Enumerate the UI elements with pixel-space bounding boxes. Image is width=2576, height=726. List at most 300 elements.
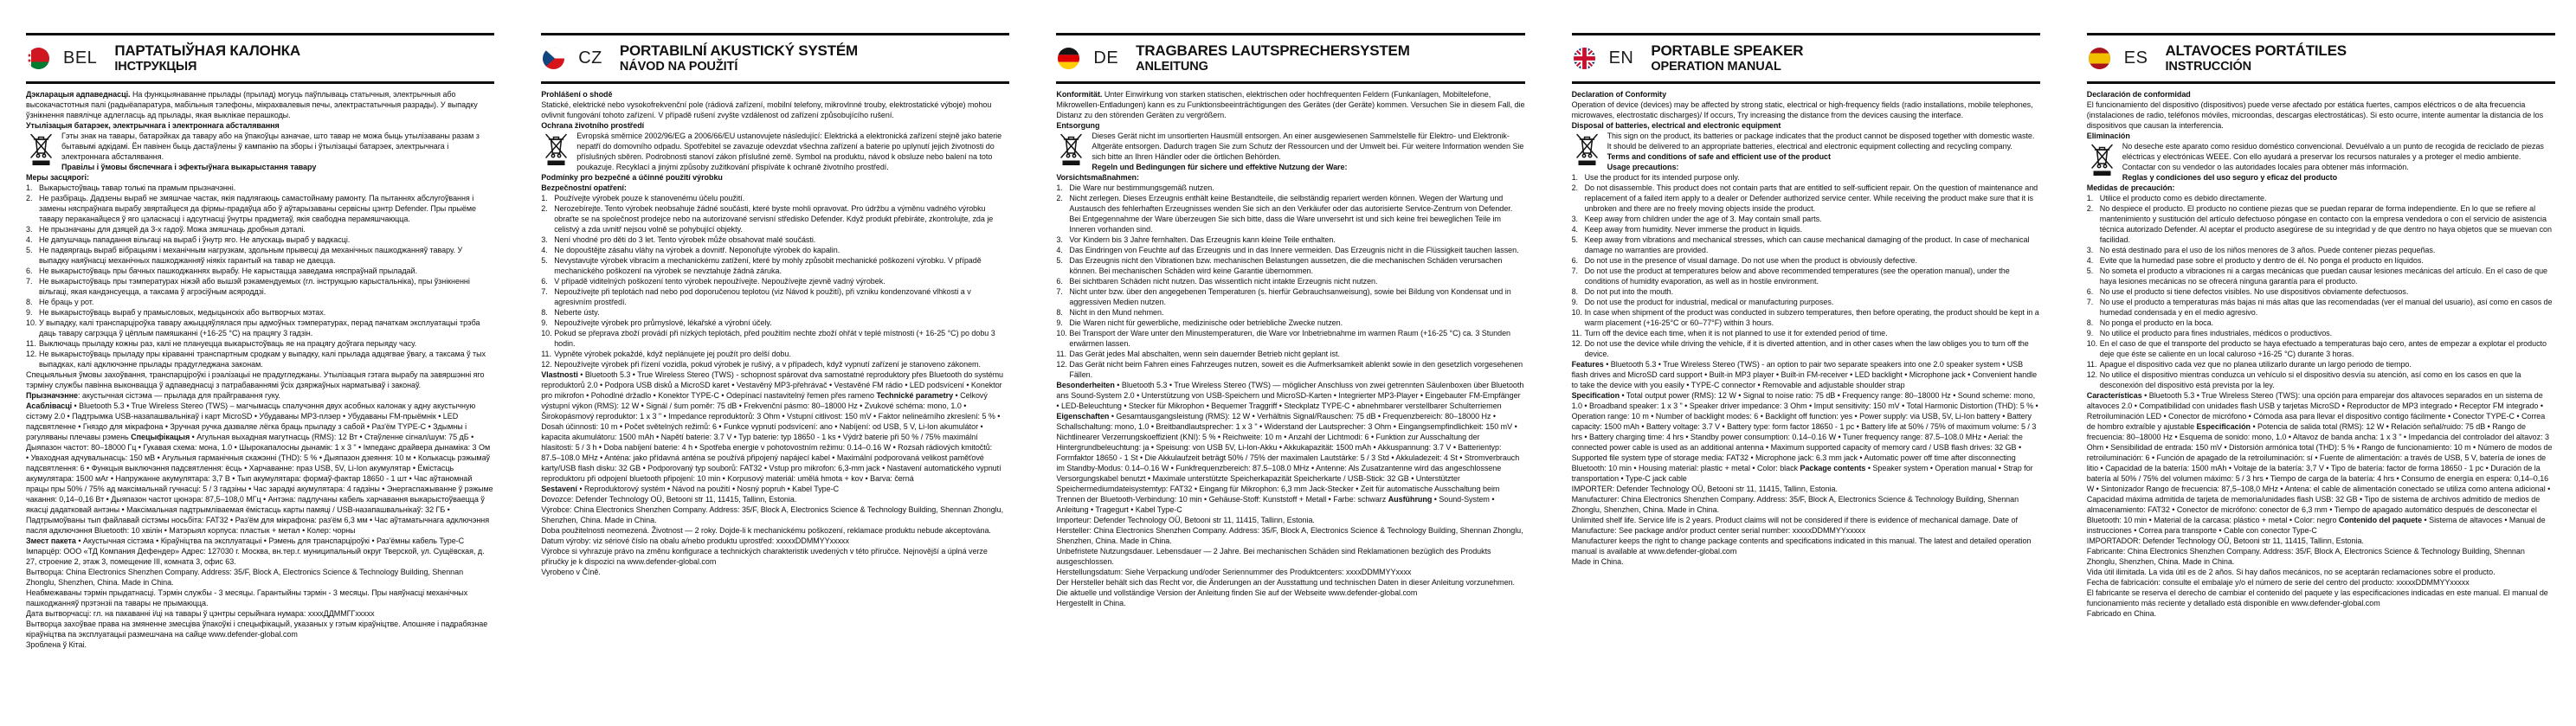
item-number: 9.: [541, 318, 548, 327]
paragraph: [541, 131, 1009, 172]
paragraph-text: • Reproduktorový systém • Návod na použití • Nosný popruh • Kabel Type-C: [576, 484, 840, 493]
column-body: [2087, 84, 2555, 619]
item-text: Die Ware nur bestimmungsgemäß nutzen.: [1069, 183, 1214, 192]
language-code: BEL: [63, 48, 98, 67]
item-number: 9.: [1571, 297, 1578, 306]
inline-heading: Technické parametry: [876, 390, 954, 400]
paragraph-text: Statické, elektrické nebo vysokofrekvenční pole (rádiová zařízení, mobilní telefony, mikrovlnné trouby, elektrostatické výboje) mohou ovlivnit fungování tohoto zařízení. V případě rušení zvyšte vzdálenost od zařízení způsobujícího rušení.: [541, 100, 992, 119]
precaution-item: [1572, 266, 2040, 286]
precaution-item: [1572, 255, 2040, 266]
paragraph: [26, 608, 494, 619]
column-bel: [0, 0, 515, 726]
item-number: 11.: [1571, 328, 1582, 337]
item-text: No someta el producto a vibraciones ni a cargas mecánicas que puedan causar lesiones mecánicas del artículo. En el caso de que haya lesiones mecánicas no se ofrecerá ninguna garantía para el producto.: [2099, 266, 2548, 286]
flag-spain-icon: [2089, 48, 2110, 69]
column-header: [26, 35, 494, 81]
precaution-item: [26, 224, 494, 235]
flag-uk-icon: [1574, 48, 1595, 69]
item-number: 10.: [1571, 307, 1582, 317]
precaution-item: [2087, 193, 2555, 203]
column-body: [1572, 84, 2040, 567]
inline-heading: Ausführung: [1388, 494, 1433, 504]
precaution-item: [26, 235, 494, 245]
inline-heading: Specification: [1571, 390, 1620, 400]
item-text: Vypněte výrobek pokaždé, když neplánujete jej použít pro delší dobu.: [554, 349, 791, 358]
inline-heading: Contenido del paquete: [2338, 515, 2423, 524]
item-number: 3.: [541, 235, 548, 244]
precaution-item: [26, 245, 494, 266]
paragraph-text: • Bluetooth 5.3 • True Wireless Stereo (TWS) — möglicher Anschluss von zwei getrennten Säulenboxen über Bluetooth ans Sound-System 2.0 • Unterstützung von USB-Speichern und MicroSD-Karten • Integrierter MP3-Player • Eingebauter FM-Empfänger • LED-Beleuchtung • Stecker für Mikrophon • Bequemer Traggriff • Steckplatz TYPE-C • abnehmbarer verstellbarer Schulterriemen: [1056, 380, 1524, 410]
item-number: 8.: [2086, 318, 2094, 327]
paragraph-text: Fabricante: China Electronics Shenzhen Company. Address: 35/F, Block A, Electronics Science & Technology Building, Shennan Zhonglu, Shenzhen, China. Made in China.: [2086, 546, 2525, 566]
paragraph: [26, 401, 494, 536]
item-text: No utilice el producto para fines industriales, médicos o productivos.: [2099, 328, 2333, 337]
inline-heading: Змест пакета: [26, 536, 76, 545]
precaution-item: [541, 286, 1009, 307]
page-title: ПАРТАТЫЎНАЯ КАЛОНКА: [114, 42, 300, 59]
weee-crossed-bin-icon: [544, 132, 568, 167]
precaution-item: [541, 276, 1009, 286]
column-de: [1030, 0, 1545, 726]
item-text: Do not put into the mouth.: [1584, 286, 1674, 296]
precaution-item: [541, 359, 1009, 369]
precaution-item: [1572, 183, 2040, 214]
precaution-item: [1572, 172, 2040, 183]
precaution-item: [2087, 359, 2555, 369]
item-text: Die Waren nicht für gewerbliche, medizinische oder betriebliche Zwecke nutzen.: [1069, 318, 1343, 327]
section-heading: Entsorgung: [1056, 120, 1100, 130]
paragraph: [1572, 494, 2040, 515]
paragraph: [541, 494, 1009, 504]
paragraph: [2087, 608, 2555, 619]
item-number: 7.: [26, 276, 33, 286]
inline-heading: Vlastnosti: [541, 369, 578, 379]
inline-heading: Package contents: [1800, 463, 1866, 472]
paragraph-text: • Bluetooth 5.3 • True Wireless Stereo (TWS) - schopnost spárovat dva samostatné reproduktory přes Bluetooth do systému reproduktorů 2.0 • Podpora USB disků a MicroSD karet • Vestavěný MP3-přehrávač • Vestavěné FM rádio • LED podsvícení • Konektor pro mikrofon • Pohodlné držadlo • Konektor TYPE-C • Odepínací nastavitelný řemen přes rameno: [541, 369, 1004, 400]
section-heading: Declaración de conformidad: [2086, 89, 2191, 99]
paragraph: [541, 567, 1009, 577]
section-heading: Usage precautions:: [1607, 162, 1679, 171]
item-number: 2.: [2086, 203, 2094, 213]
precaution-item: [26, 276, 494, 297]
precaution-item: [1056, 318, 1524, 328]
item-number: 9.: [26, 307, 33, 317]
item-text: Не падвяргаць выраб вібрацыям і механічным нагрузкам, здольным прывесці да механічных пашкоджанняў тавару. У выпадку наяўнасці механічных пашкоджанняў ніякіх гарантый на тавар не даецца.: [39, 245, 463, 265]
item-number: 7.: [541, 286, 548, 296]
precaution-item: [541, 203, 1009, 235]
flag-czech-icon: [543, 48, 564, 69]
page-subtitle: INSTRUCCIÓN: [2165, 59, 2252, 74]
item-number: 12.: [541, 359, 552, 369]
item-number: 1.: [541, 193, 548, 202]
paragraph: [1572, 556, 2040, 567]
inline-heading: Konformität.: [1056, 89, 1103, 99]
item-number: 11.: [26, 338, 36, 348]
paragraph-text: This sign on the product, its batteries or package indicates that the product cannot be disposed together with domestic waste. It should be delivered to an appropriate batteries, electrical and electronic equipment collecting and recycling company.: [1607, 131, 2035, 151]
paragraph-text: • Potencia de salida total (RMS): 12 W • Relación señal/ruido: 75 dB • Rango de frecuencia: 80–18000 Hz • Esquema de sonido: mono, 1.0 • Altavoz de banda ancha: 1 x 3 " • Impedancia del controlador del altavoz: 3 Ohm • Sensibilidad de entrada: 150 mV • Distorsión armónica total (THD): 5 % • Rango de funcionamiento: 10 m • Número de modos de retroiluminación: 6 • Función de apagado de la retroiluminación: sí • Fuente de alimentación: a través de USB, 5 V, batería de iones de litio • Capacidad de la batería: 1500 mAh • Voltaje de la batería: 3,7 V • Tipo de batería: factor de forma 18650 - 1 pc • Duración de la batería al 50% / 75% del volumen máximo: 5 / 3 hrs • Tiempo de carga de la batería: 4 hrs • Consumo de energía en espera: 0,14–0,16 W • Sintonizador Rango de frecuencia: 87,5–108,0 MHz • Antena: el cable de alimentación conectado se utiliza como antena adicional • Capacidad máxima admitida de tarjeta de memoria/unidades flash USB: 32 GB • Tipo de sistema de archivos admitido de medios de almacenamiento: FAT32 • Conector de micrófono: conector de 6,3 mm • Tiempo de apagado automático después de desconectar el Bluetooth: 10 min • Material de la carcasa: plástico + metal • Color: negro: [2086, 421, 2553, 524]
paragraph: [2087, 390, 2555, 536]
inline-heading: Асаблівасці: [26, 401, 73, 410]
section-heading: Declaration of Conformity: [1571, 89, 1667, 99]
item-text: Use the product for its intended purpose only.: [1584, 172, 1740, 182]
inline-heading: Besonderheiten: [1056, 380, 1115, 389]
paragraph: [1572, 359, 2040, 390]
item-text: Nicht in den Mund nehmen.: [1069, 307, 1164, 317]
title-block: [620, 42, 858, 74]
item-text: Das Gerät nicht beim Fahren eines Fahrzeuges nutzen, soweit es die Aufmerksamkeit ablenkt sowie in den gesetzlich vorgesehenen Fällen.: [1069, 359, 1523, 379]
precaution-item: [2087, 328, 2555, 338]
paragraph-text: El funcionamiento del dispositivo (dispositivos) puede verse afectado por estática fuertes, campos eléctricos o de alta frecuencia (instalaciones de radio, teléfonos móviles, microondas, descargas electrostáticas). Si esto ocurre, intente aumentar la distancia de los dispositivos que causan la interferencia.: [2086, 100, 2544, 130]
item-text: Evite que la humedad pase sobre el producto y dentro de él. No ponga el producto en líquidos.: [2099, 255, 2424, 265]
paragraph-text: Fabricado en China.: [2086, 608, 2157, 618]
item-number: 7.: [2086, 297, 2094, 306]
section-heading: Правілы і ўмовы бяспечнага і эфектыўнага выкарыстання тавару: [61, 162, 317, 171]
column-es: [2061, 0, 2576, 726]
section-heading: Regeln und Bedingungen für sichere und effektive Nutzung der Ware:: [1092, 162, 1348, 171]
item-text: Keep away from vibrations and mechanical stresses, which can cause mechanical damaging of the product. In case of mechanical damage no warranties are provided.: [1584, 235, 2030, 254]
item-number: 10.: [26, 318, 37, 327]
item-number: 1.: [2086, 193, 2094, 202]
item-number: 4.: [1056, 245, 1063, 254]
item-text: Nicht zerlegen. Dieses Erzeugnis enthält keine Bestandteile, die selbständig repariert werden können. Wegen der Wartung und Austausch des fehlerhaften Erzeugnisses wenden Sie sich an den Verkäufer oder das autorisierte Service-Zentrum von Defender. Bei Entgegennahme der Ware überzeugen Sie sich bitte, dass die Ware unversehrt ist und sich keine frei beweglichen Teile im Inneren vorhanden sind.: [1069, 193, 1513, 234]
precaution-item: [541, 245, 1009, 255]
column-header: [541, 35, 1009, 81]
section-heading: Утылізацыя батарэек, электрычнага і электроннага абсталявання: [26, 120, 280, 130]
item-text: Turn off the device each time, when it is not planned to use it for extended period of time.: [1584, 328, 1888, 337]
item-number: 7.: [1056, 286, 1063, 296]
precaution-item: [26, 183, 494, 193]
precaution-item: [1056, 307, 1524, 318]
inline-heading: Sestavení: [541, 484, 577, 493]
paragraph-text: Unlimited shelf life. Service life is 2 years. Product claims will not be considered if there is evidence of mechanical damage. Date of Manufacture: See package and/or product center serial number: xxxxxDDMMYYxxxxx: [1571, 515, 2018, 535]
precaution-item: [541, 235, 1009, 245]
inline-heading: Прызначэнне: [26, 390, 78, 400]
item-text: No ponga el producto en la boca.: [2099, 318, 2214, 327]
item-number: 5.: [1056, 255, 1063, 265]
paragraph-text: Спецыяльныя ўмовы захоўвання, транспарціроўкі і рэалізацыі не прадугледжаны. Утылізацыя гэтага вырабу па завяршэнні яго тэрміну службы павінна выконвацца ў адпаведнасці з патрабаваннямі ўсіх дзяржаўных нарматываў і законаў.: [26, 369, 485, 389]
paragraph-text: Manufacturer keeps the right to change package contents and specifications indicated in this manual. The latest and detailed operation manual is available at www.defender-global.com: [1571, 536, 2032, 556]
paragraph-text: • Bluetooth 5.3 • True Wireless Stereo (TWS) - an option to pair two separate speakers into one 2.0 speaker system • USB flash drives and MicroSD card support • Built-in MP3 player • Built-in FM-receiver • LED backlight • Microphone jack • Convenient handle to take the device with you easily • TYPE-C connector • Removable and adjustable shoulder strap: [1571, 359, 2038, 389]
precaution-item: [26, 266, 494, 276]
paragraph: [26, 546, 494, 567]
paragraph-text: • Total output power (RMS): 12 W • Signal to noise ratio: 75 dB • Frequency range: 80–18000 Hz • Sound scheme: mono, 1.0 • Broadband speaker: 1 x 3 " • Speaker driver impedance: 3 Ohm • Imput sensitivity: 150 mV • Total Harmonic Distortion (THD): 5 % • Operation range: 10 m • Number of backlight modes: 6 • Backlight off function: yes • Power supply: via USB, 5V, Li-Ion battery • Battery capacity: 1500 mAh • Battery voltage: 3.7 V • Battery type: form factor 18650 - 1 pc • Battery life at 50% / 75% of maximum volume: 5 / 3 hrs • Battery charging time: 4 hrs • Standby power consumption: 0.14–0.16 W • Tuner frequency range: 87.5–108.0 MHz • Aerial: the connected power cable is used as an additional antenna • Maximum supported capacity of memory card / USB flash drives: 32 GB • Supported file system type of storage media: FAT32 • Microphone jack: 6.3 mm jack • Automatic power off time after disconnecting Bluetooth: 10 min • Housing material: plastic + metal • Color: black: [1571, 390, 2038, 472]
page-subtitle: ANLEITUNG: [1136, 59, 1208, 74]
paragraph-text: • Sound-System • Anleitung • Tragegurt • Kabel Type-C: [1056, 494, 1495, 514]
column-body: [26, 84, 494, 650]
precaution-item: [541, 255, 1009, 276]
precaution-item: [1572, 286, 2040, 297]
item-text: No use el producto si tiene defectos visibles. No use dispositivos obviamente defectuosos.: [2099, 286, 2409, 296]
item-text: Apague el dispositivo cada vez que no planea utilizarlo durante un largo periodo de tiempo.: [2099, 359, 2412, 369]
paragraph: [1056, 380, 1524, 411]
paragraph: [2087, 100, 2555, 131]
section-heading: Disposal of batteries, electrical and electronic equipment: [1571, 120, 1781, 130]
paragraph-text: Гэты знак на тавары, батарэйках да тавару або на ўпакоўцы азначае, што тавар не можа быць утылізаваны разам з бытавымі адкідамі. Ён павінен быць дастаўлены ў кампанію па зборы і ўтылізацыі батарэек, электрычнага і электроннага абсталявання.: [61, 131, 480, 161]
precaution-item: [1056, 286, 1524, 307]
item-number: 10.: [1056, 328, 1067, 337]
item-number: 11.: [541, 349, 551, 358]
item-text: Das Gerät jedes Mal abschalten, wenn sein dauernder Betrieb nicht geplant ist.: [1069, 349, 1340, 358]
item-number: 12.: [2086, 369, 2098, 379]
item-number: 6.: [1056, 276, 1063, 286]
paragraph: [1056, 598, 1524, 608]
paragraph-text: Výrobce: China Electronics Shenzhen Company. Address: 35/F, Block A, Electronics Science & Technology Building, Shennan Zhonglu, Shenzhen, China. Made in China.: [541, 504, 1004, 524]
item-number: 10.: [2086, 338, 2098, 348]
precaution-item: [26, 193, 494, 224]
precaution-item: [2087, 369, 2555, 390]
paragraph: [1056, 577, 1524, 598]
paragraph-text: Vyrobeno v Číně.: [541, 567, 601, 576]
paragraph: [541, 369, 1009, 484]
paragraph-text: Вытворца захоўвае права на змяненне змесціва ўпакоўкі і спецыфікацый, указаных у гэтым кіраўніцтве. Апошняе і падрабязнае кіраўніцтва па эксплуатацыі размешчана на сайце www.defender-global.com: [26, 619, 488, 639]
weee-crossed-bin-icon: [1575, 132, 1599, 167]
column-header: [2087, 35, 2555, 81]
item-text: Не дапушчаць пападання вільгаці на выраб і ўнутр яго. Не апускаць выраб у вадкасці.: [39, 235, 351, 244]
item-number: 5.: [2086, 266, 2094, 275]
item-text: In case when shipment of the product was conducted in subzero temperatures, then before operating, the product should be kept in a warm placement (+16-25°C or 60–77°F) within 3 hours.: [1584, 307, 2039, 327]
precaution-item: [1056, 183, 1524, 193]
inline-heading: Características: [2086, 390, 2142, 400]
column-body: [1056, 84, 1524, 608]
precaution-item: [1572, 328, 2040, 338]
precaution-item: [541, 193, 1009, 203]
page-title: PORTABILNÍ AKUSTICKÝ SYSTÉM: [619, 42, 858, 59]
paragraph-text: Dovozce: Defender Technology OÜ, Betooni str 11, 11415, Tallinn, Estonia.: [541, 494, 797, 504]
item-text: Выключаць прыладу кожны раз, калі не плануецца выкарыстоўваць яе на працягу доўгага перыяду часу.: [39, 338, 417, 348]
item-number: 12.: [1571, 338, 1582, 348]
item-text: Nepoužívejte výrobek při řízení vozidla, pokud výrobek je rušivý, a v případech, když vypnutí zařízení je stanoveno zákonem.: [554, 359, 981, 369]
precaution-item: [1056, 349, 1524, 359]
column-body: [541, 84, 1009, 577]
paragraph-text: Hersteller: China Electronics Shenzhen Company. Address: 35/F, Block A, Electronics Science & Technology Building, Shennan Zhonglu, Shenzhen, China. Made in China.: [1056, 525, 1523, 545]
weee-crossed-bin-icon: [2090, 143, 2114, 177]
precaution-item: [1056, 235, 1524, 245]
paragraph-text: • Bluetooth 5.3 • True Wireless Stereo (TWS) – магчымасць спалучэння двух асобных калонак у адну акустычную сістэму 2.0 • Падтрымка USB-назапашвальнікаў і карт MicroSD • Убудаваны MP3-плэер • Убудаваны FM-прыёмнік • LED падсвятленне • Гняздо для мікрафона • Зручная ручка дазваляе лёгка браць прыладу з сабой • Раз'ём TYPE-C • Здымны і рэгуляваны плечавы рэмень: [26, 401, 476, 441]
title-block: [1136, 42, 1409, 74]
item-number: 2.: [541, 203, 548, 213]
paragraph-text: No deseche este aparato como residuo doméstico convencional. Devuélvalo a un punto de recogida de reciclado de piezas eléctricas y electrónicas WEEE. Con ello ayudará a preservar los recursos naturales y a proteger el medio ambiente. Contactar con su vendedor o las autoridades locales para obtener más información.: [2122, 141, 2544, 171]
paragraph: [26, 619, 494, 639]
paragraph: [541, 484, 1009, 494]
item-number: 8.: [1056, 307, 1063, 317]
item-text: Do not use the product for industrial, medical or manufacturing purposes.: [1584, 297, 1834, 306]
item-number: 12.: [1056, 359, 1067, 369]
precaution-item: [1572, 307, 2040, 328]
precaution-item: [1572, 338, 2040, 359]
paragraph: [1056, 525, 1524, 546]
precaution-item: [1056, 245, 1524, 255]
item-text: Bei Transport der Ware unter den Minustemperaturen, die Ware vor Inbetriebnahme im warmen Raum (+16-25 °C) ca. 3 Stunden erwärmen lassen.: [1069, 328, 1510, 348]
paragraph-text: Herstellungsdatum: Siehe Verpackung und/oder Seriennummer des Produktcenters: xxxxDDMMYYxxxx: [1056, 567, 1412, 576]
paragraph: [1056, 411, 1524, 515]
item-text: У выпадку, калі транспарціроўка тавару ажыццяўлялася пры адмоўных тэмпературах, перад пачаткам эксплуатацыі трэба даць тавару сагрэцца ў цёплым памяшканні (+16-25 °С) на працягу 3 гадзін.: [39, 318, 480, 337]
paragraph: [1572, 536, 2040, 556]
page-title: TRAGBARES LAUTSPRECHERSYSTEM: [1136, 42, 1410, 59]
item-number: 6.: [26, 266, 33, 275]
paragraph: [2087, 588, 2555, 608]
section-heading: Reglas y condiciones del uso seguro y eficaz del producto: [2122, 172, 2338, 182]
paragraph-text: • Bluetooth 5.3 • True Wireless Stereo (TWS): una opción para emparejar dos altavoces separados en un sistema de altavoces 2.0 • Compatibilidad con unidades flash USB y tarjetas MicroSD • Reproductor de MP3 integrado • Receptor FM integrado • Retroiluminación LED • Conector de micrófono • Cómoda asa para llevar el dispositivo contigo fácilmente • Conector TYPE-C • Correa de hombro extraíble y ajustable: [2086, 390, 2546, 431]
item-text: Bei sichtbaren Schäden nicht nutzen. Das wissentlich nicht intakte Erzeugnis nicht nutzen.: [1069, 276, 1378, 286]
page-subtitle: NÁVOD NA POUŽITÍ: [619, 59, 738, 74]
item-number: 8.: [26, 297, 33, 306]
inline-heading: Дэкларацыя адпаведнасці.: [26, 89, 131, 99]
item-text: Používejte výrobek pouze k stanovenému účelu použití.: [554, 193, 745, 202]
paragraph-text: Unbefristete Nutzungsdauer. Lebensdauer — 2 Jahre. Bei mechanischen Schäden sind Reklamationen bezüglich des Produkts ausgeschlossen.: [1056, 546, 1491, 566]
section-heading: Prohlášení o shodě: [541, 89, 613, 99]
paragraph-text: Vida útil ilimitada. La vida útil es de 2 años. Si hay daños mecánicos, no se aceptarán reclamaciones sobre el producto.: [2086, 567, 2496, 576]
paragraph: [1056, 515, 1524, 525]
section-heading: Ochrana životního prostředí: [541, 120, 645, 130]
item-number: 1.: [1571, 172, 1578, 182]
language-code: EN: [1608, 48, 1634, 67]
section-heading: Eliminación: [2086, 131, 2130, 140]
precaution-item: [2087, 266, 2555, 286]
item-text: Не выкарыстоўваць прыладу пры кіраванні транспартным сродкам у выпадку, калі прылада адцягвае ўвагу, а таксама ў тых выпадках, калі адключэнне прылады прадугледжана законам.: [39, 349, 486, 369]
item-number: 8.: [541, 307, 548, 317]
paragraph: [1056, 546, 1524, 567]
item-number: 3.: [1056, 235, 1063, 244]
item-number: 8.: [1571, 286, 1578, 296]
title-block: [114, 42, 300, 74]
paragraph-text: На функцыянаванне прылады (прылад) могуць паўплываць статычныя, электрычныя або высокачастотныя палі (радыёапаратура, мабільныя тэлефоны, мікрахвалевыя печы, электрастатычныя разрады). У выпадку ўзнікнення павялічце адлегласць ад прылады, якая выклікае перашкоды.: [26, 89, 478, 119]
section-heading: Medidas de precaución:: [2086, 183, 2175, 192]
item-text: Do not disassemble. This product does not contain parts that are entitled to self-sufficient repair. On the question of maintenance and replacement of a failed item apply to a dealer or Defender authorized service center. While receiving the product make sure that it is unbroken and there are no freely moving objects inside the product.: [1584, 183, 2038, 213]
item-number: 2.: [1571, 183, 1578, 192]
item-number: 9.: [2086, 328, 2094, 337]
column-header: [1572, 35, 2040, 81]
item-number: 12.: [26, 349, 37, 358]
item-number: 10.: [541, 328, 552, 337]
weee-crossed-bin-icon: [1059, 132, 1083, 167]
paragraph-text: Дата вытворчасці: гл. на пакаванні і/ці на тавары ў цэнтры серыйнага нумара: xxxxДДММГГxxxxx: [26, 608, 375, 618]
section-heading: Bezpečnostní opatření:: [541, 183, 627, 192]
item-text: No está destinado para el uso de los niños menores de 3 años. Puede contener piezas pequeñas.: [2099, 245, 2436, 254]
paragraph-text: Unter Einwirkung von starken statischen, elektrischen oder hochfrequenten Feldern (Funkanlagen, Mobiltelefone, Mikrowellen-Entladungen) kann es zu Funktionsbeeinträchtigungen des Gerätes (der Geräte) kommen. Versuchen Sie in diesem Fall, die Distanz zu den störenden Geräten zu vergrößern.: [1056, 89, 1525, 119]
paragraph: [26, 369, 494, 390]
item-text: Nicht unter bzw. über den angegebenen Temperaturen (s. hierfür Gebrauchsanweisung), sowie bei Bildung von Kondensat und in aggressiven Medien nutzen.: [1069, 286, 1511, 306]
item-number: 3.: [26, 224, 33, 234]
item-number: 4.: [2086, 255, 2094, 265]
paragraph-text: : акустычная сістэма — прылада для прайгравання гуку.: [77, 390, 280, 400]
precaution-item: [2087, 245, 2555, 255]
paragraph-text: • Агульная выхадная магутнасць (RMS): 12 Вт • Стаўленне сігнал/шум: 75 дБ • Дыяпазон частот: 80–18000 Гц • Гукавая схема: мона, 1.0 • Шырокапалосны дынамік: 1 x 3 " • Імпеданс драйвера дынаміка: 3 Ом • Уваходная адчувальнасць: 150 мВ • Агульныя гарманічныя скажэнні (THD): 5 % • Дыяпазон дзеяння: 10 м • Колькасць рэжымаў падсвятлення: 6 • Функцыя выключэння падсвятлення: ёсць • Харчаванне: праз USB, 5V, Li-Ion акумулятар • Ёмістасць акумулятара: 1500 мАг • Напружанне акумулятара: 3,7 В • Тып акумулятара: формаў-фактар 18650 - 1 шт • Час аўтаномнай працы пры 50% / 75% ад максімальнай гучнасці: 5 / 3 гадзіны • Час зарадкі акумулятара: 4 гадзіны • Энергаспажыванне ў рэжыме чакання: 0,14–0,16 Вт • Дыяпазон частот цюнэра: 87,5–108,0 МГц • Антэна: падлучаны кабель харчавання выкарыстоўваецца ў якасці дадатковай антэны • Максімальная падтрымліваемая ёмістасць карты памяці / USB-назапашвальнікаў: 32 ГБ • Падтрымоўваны тып файлавай сістэмы носьбіта: FAT32 • Раз'ём для мікрафона: раз'ём 6,3 мм • Час аўтаматычнага адключэння пасля адключэння Bluetooth: 10 хвілін • Матэрыял корпуса: пластык + метал • Колер: чорны: [26, 432, 493, 535]
precaution-item: [2087, 203, 2555, 245]
precaution-item: [26, 349, 494, 369]
paragraph: [541, 525, 1009, 546]
page-subtitle: ІНСТРУКЦЫЯ: [114, 59, 197, 74]
item-text: Nevystavujte výrobek vibracím a mechanickému zatížení, které by mohly způsobit mechanické poškození výrobku. V případě mechanického poškození na výrobek se nevztahuje žádná záruka.: [554, 255, 982, 275]
paragraph-text: Hergestellt in China.: [1056, 598, 1126, 607]
paragraph: [26, 89, 494, 120]
paragraph-text: Fecha de fabricación: consulte el embalaje y/o el número de serie del centro del producto: xxxxxDDMMYYxxxxx: [2086, 577, 2470, 587]
item-number: 3.: [2086, 245, 2094, 254]
inline-heading: Features: [1571, 359, 1604, 369]
precaution-item: [1056, 193, 1524, 235]
column-header: [1056, 35, 1524, 81]
item-number: 3.: [1571, 214, 1578, 223]
paragraph-text: Importeur: Defender Technology OÜ, Betooni str 11, 11415, Tallinn, Estonia.: [1056, 515, 1315, 524]
item-text: Není vhodné pro děti do 3 let. Tento výrobek může obsahovat malé součásti.: [554, 235, 816, 244]
item-text: Do not use in the presence of visual damage. Do not use when the product is obviously defective.: [1584, 255, 1917, 265]
item-number: 4.: [1571, 224, 1578, 234]
paragraph-text: Manufacturer: China Electronics Shenzhen Company. Address: 35/F, Block A, Electronics Science & Technology Building, Shennan Zhonglu, Shenzhen, China. Made in China.: [1571, 494, 2019, 514]
item-text: Das Eindringen von Feuchte auf das Erzeugnis und in das Innere vermeiden. Das Erzeugnis nicht in die Flüssigkeit tauchen lassen.: [1069, 245, 1519, 254]
item-text: Keep away from children under the age of 3. May contain small parts.: [1584, 214, 1822, 223]
item-text: Выкарыстоўваць тавар толькі па прамым прызначэнні.: [39, 183, 236, 192]
item-text: Utilice el producto como es debido directamente.: [2099, 193, 2267, 202]
item-text: Do not use the product at temperatures below and above recommended temperatures (see the operation manual), under the conditions of humidity evaporation, as well as in hostile environment.: [1584, 266, 2010, 286]
precaution-item: [2087, 255, 2555, 266]
precaution-item: [2087, 338, 2555, 359]
precaution-item: [541, 349, 1009, 359]
precaution-item: [1572, 235, 2040, 255]
paragraph: [541, 546, 1009, 567]
page-subtitle: OPERATION MANUAL: [1651, 59, 1781, 74]
paragraph: [1572, 100, 2040, 120]
item-number: 6.: [541, 276, 548, 286]
precaution-item: [26, 297, 494, 307]
precaution-item: [541, 318, 1009, 328]
paragraph-text: • Gesamtausgangsleistung (RMS): 12 W • Verhältnis Signal/Rauschen: 75 dB • Frequenzbereich: 80–18000 Hz • Schallschaltung: mono, 1.0 • Breitbandlautsprecher: 1 x 3 " • Widerstand der Lautsprecher: 3 Ohm • Eingangsempfindlichkeit: 150 mV • Nichtlinearer Verzerrungskoeffizient (KNI): 5 % • Reichweite: 10 m • Anzahl der Lichtmodi: 6 • Funktion zur Ausschaltung der Hintergrundbeleuchtung: ja • Speisung: von USB 5V, Li-Ion-Akku • Akkukapazität: 1500 mAh • Akkuspannung: 3.7 V • Batterientyp: Formfaktor 18650 - 1 St • Die Akkulaufzeit beträgt 50% / 75% der maximalen Lautstärke: 5 / 3 Std • Akkuladezeit: 4 St • Stromverbrauch im Standby-Modus: 0.14–0.16 W • Funkfrequenzbereich: 87.5–108.0 MHz • Antenne: Als Zusatzantenne wird das angeschlossene Versorgungskabel benutzt • Maximale unterstützte Speicherkapazität Speicherkarte / USB-Stick: 32 GB • Unterstützter Speichermediumdateisystemtyp: FAT32 • Eingang für Mikrophon: 6,3 mm Jack-Stecker • Zeit für automatische Ausschaltung beim Trennen der Bluetooth-Verbindung: 10 min • Gehäuse-Stoff: Kunststoff + Metall • Farbe: schwarz: [1056, 411, 1520, 504]
paragraph-text: Výrobce si vyhrazuje právo na změnu konfigurace a technických charakteristik uvedených v této příručce. Nejnovější a úplná verze příručky je k dispozici na www.defender-global.com: [541, 546, 988, 566]
inline-heading: Спецыфікацыя: [131, 432, 190, 441]
title-block: [2165, 42, 2346, 74]
paragraph-text: Doba použitelnosti neomezená. Životnost — 2 roky. Dojde-li k mechanickému poškození, reklamace produktu nebude akceptována. Datum výroby: viz sériové číslo na obalu a/nebo produktu uprostřed: xxxxxDDMMYYxxxxx: [541, 525, 991, 545]
paragraph: [1572, 131, 2040, 151]
item-text: Nepoužívejte výrobek pro průmyslové, lékařské a výrobní účely.: [554, 318, 772, 327]
precaution-item: [26, 338, 494, 349]
paragraph: [1056, 89, 1524, 120]
inline-heading: Eigenschaften: [1056, 411, 1110, 421]
item-text: Ne dopouštějte zásahu vláhy na výrobek a dovnitř. Neponořujte výrobek do kapalin.: [554, 245, 840, 254]
paragraph: [1572, 390, 2040, 484]
precaution-item: [1572, 297, 2040, 307]
item-text: Vor Kindern bis 3 Jahre fernhalten. Das Erzeugnis kann kleine Teile enthalten.: [1069, 235, 1336, 244]
item-number: 7.: [1571, 266, 1578, 275]
item-text: Das Erzeugnis nicht den Vibrationen bzw. mechanischen Belastungen aussetzen, die die mechanischen Schäden verursachen können. Bei mechanischen Schäden wird keine Garantie übernommen.: [1069, 255, 1503, 275]
paragraph-text: IMPORTADOR: Defender Technology OÜ, Betooni str 11, 11415, Tallinn, Estonia.: [2086, 536, 2364, 545]
section-heading: Меры засцярогі:: [26, 172, 89, 182]
item-number: 11.: [1056, 349, 1067, 358]
item-text: No use el producto a temperaturas más bajas ni más altas que las recomendadas (ver el manual del usuario), así como en casos de humedad condensada y en el medio agresivo.: [2099, 297, 2553, 317]
language-code: CZ: [578, 48, 602, 67]
paragraph-text: • Celkový výstupní výkon (RMS): 12 W • Signál / šum poměr: 75 dB • Frekvenční pásmo: 80–18000 Hz • Zvukové schéma: mono, 1.0 • Širokopásmový reproduktor: 1 x 3 " • Impedance reproduktorů: 3 Ohm • Vstupní citlivost: 150 mV • Faktor nelineárního zkreslení: 5 % • Dosah účinnosti: 10 m • Počet světelných režimů: 6 • Funkce vypnutí podsvícení: ano • Nabíjení: od USB, 5 V, Li-Ion akumulátor • kapacita akumulátoru: 1500 mAh • Napětí baterie: 3.7 V • Typ baterie: typ 18650 - 1 ks • Výdrž baterie při 50 % / 75% maximální hlasitosti: 5 / 3 h • Doba nabíjení baterie: 4 h • Spotřeba energie v pohotovostním režimu: 0.14–0.16 W • Rozsah rádiových kmitočtů: 87.5–108.0 MHz • Anténa: jako přídavná anténa se používá připojený napájecí kabel • Maximální podporovaná velikost paměťové karty/USB flash disku: 32 GB • Podporovaný typ souborů: FAT32 • Vstup pro mikrofon: 6,3-mm jack • Nastavení automatického vypnutí reproduktoru při odpojení bluetooth připojení: 10 min • Korpusový materiál: umělá hmota + kov • Barva: černá: [541, 390, 1001, 483]
paragraph: [26, 390, 494, 401]
paragraph: [2087, 567, 2555, 577]
paragraph-text: Dieses Gerät nicht im unsortierten Hausmüll entsorgen. An einer ausgewiesenen Sammelstelle für Elektro- und Elektronik-Altgeräte entsorgen. Dadurch tragen Sie zum Schutz der Ressourcen und der Umwelt bei. Für weitere Information wenden Sie sich bitte an Ihren Händler oder die örtlichen Behörden.: [1092, 131, 1524, 161]
item-number: 5.: [541, 255, 548, 265]
item-number: 4.: [26, 235, 33, 244]
precaution-item: [1056, 328, 1524, 349]
precaution-item: [541, 328, 1009, 349]
paragraph-text: Вытворца: China Electronics Shenzhen Company. Address: 35/F, Block A, Electronics Science & Technology Building, Shennan Zhonglu, Shenzhen, China. Made in China.: [26, 567, 464, 587]
paragraph-text: • Sistema de altavoces • Manual de instrucciones • Correa para transporte • Cable con conector Type-C: [2086, 515, 2546, 535]
paragraph: [541, 100, 1009, 120]
paragraph: [26, 639, 494, 650]
paragraph-text: Імпарцёр: ООО «ТД Компания Дефендер» Адрес: 127030 г. Москва, вн.тер.г. муниципальный округ Тверской, ул. Сущёвская, д. 27, строение 2, этаж 3, помещение III, комната 3, офис 63.: [26, 546, 485, 566]
item-text: Не выкарыстоўваць пры бачных пашкоджаннях вырабу. Не карыстацца заведама няспраўнай прыладай.: [39, 266, 417, 275]
page-title: ALTAVOCES PORTÁTILES: [2165, 42, 2347, 59]
paragraph: [26, 567, 494, 588]
paragraph: [2087, 577, 2555, 588]
item-text: Не браць у рот.: [39, 297, 94, 306]
language-code: ES: [2123, 48, 2148, 67]
precaution-item: [1572, 224, 2040, 235]
paragraph-text: • Speaker system • Operation manual • Strap for transportation • Type-C jack cable: [1571, 463, 2033, 483]
weee-crossed-bin-icon: [29, 132, 53, 167]
precaution-item: [2087, 297, 2555, 318]
